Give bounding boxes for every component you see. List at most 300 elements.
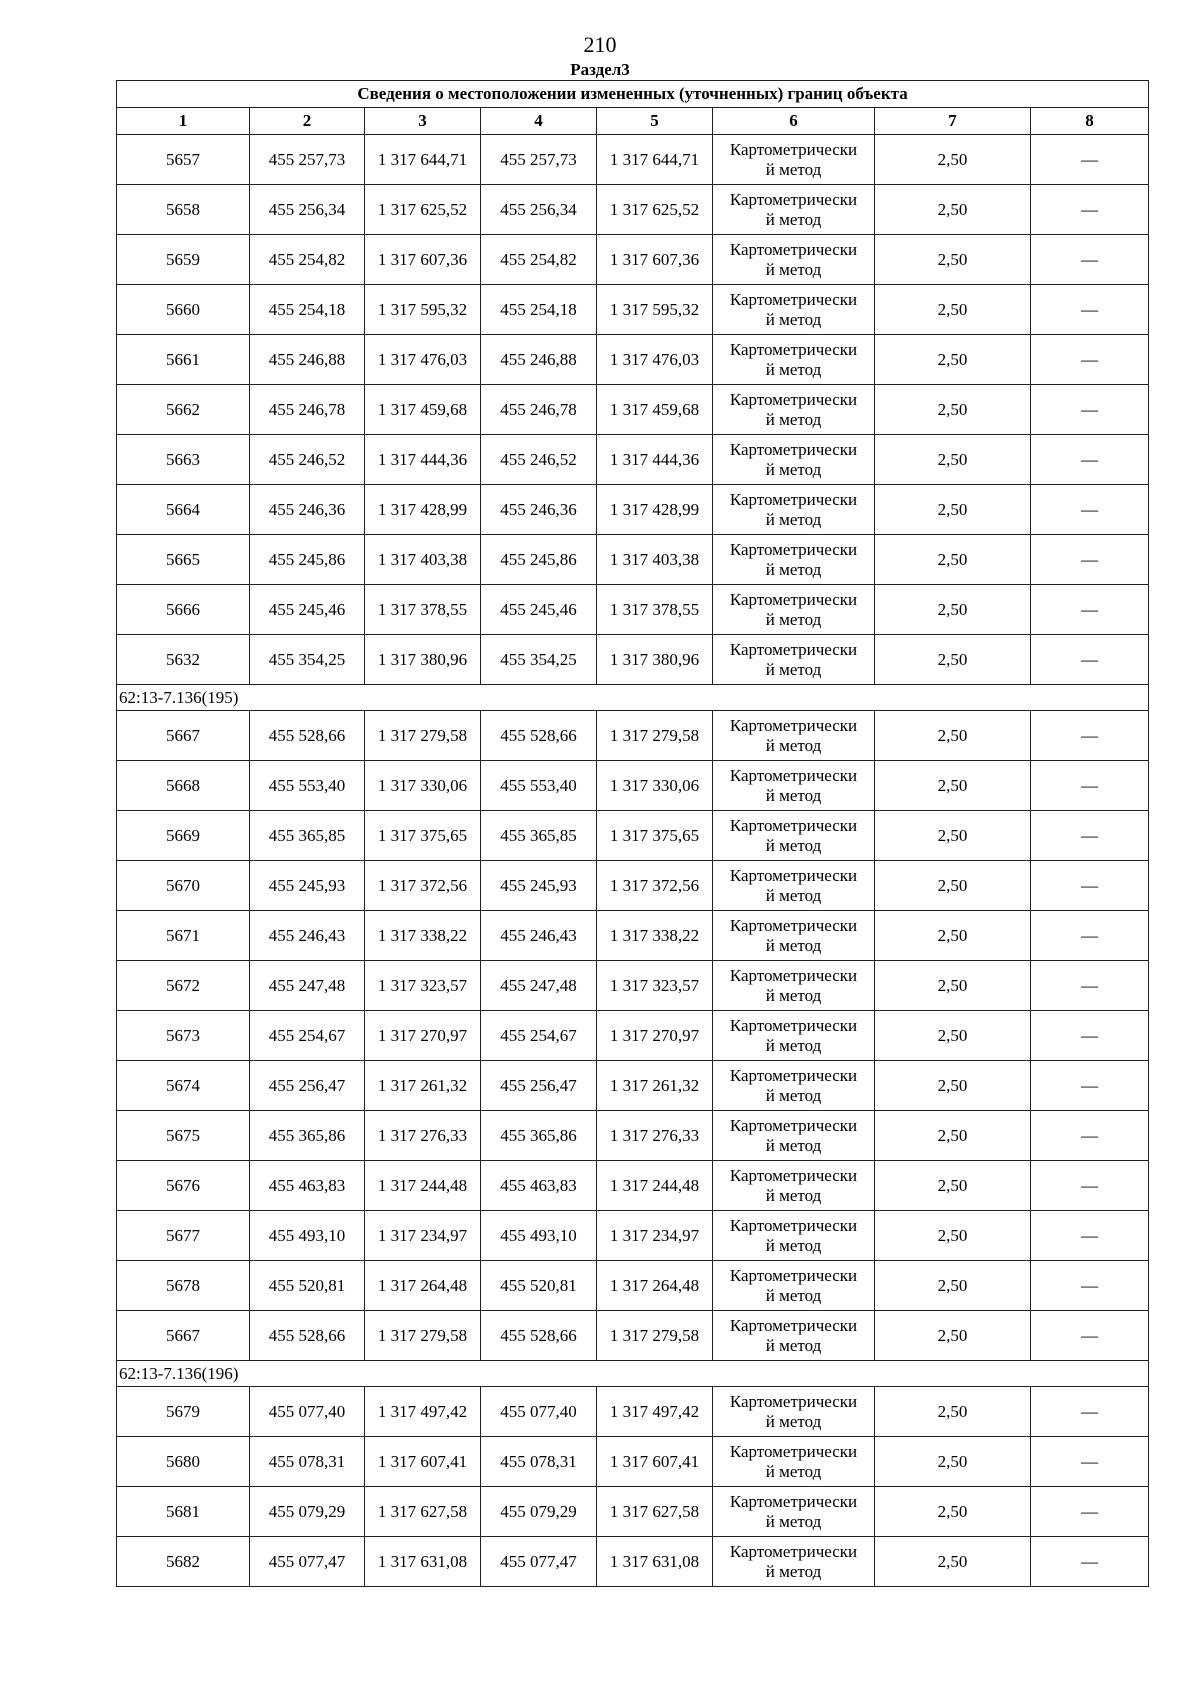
y-existing-cell: 1 317 625,52 bbox=[365, 185, 481, 235]
y-existing-cell: 1 317 338,22 bbox=[365, 911, 481, 961]
point-number-cell: 5662 bbox=[117, 385, 250, 435]
method-text-line1: Картометрически bbox=[729, 765, 858, 785]
method-cell bbox=[713, 235, 875, 285]
method-text-line2: й метод bbox=[765, 609, 822, 629]
point-number-cell: 5679 bbox=[117, 1387, 250, 1437]
method-cell bbox=[713, 635, 875, 685]
description-cell: — bbox=[1031, 635, 1149, 685]
method-text-line1: Картометрически bbox=[729, 289, 858, 309]
y-new-cell: 1 317 380,96 bbox=[597, 635, 713, 685]
description-cell: — bbox=[1031, 385, 1149, 435]
table-row bbox=[117, 711, 1149, 761]
point-number-cell: 5660 bbox=[117, 285, 250, 335]
method-text-line2: й метод bbox=[765, 1335, 822, 1355]
y-new-cell: 1 317 338,22 bbox=[597, 911, 713, 961]
y-existing-cell: 1 317 428,99 bbox=[365, 485, 481, 535]
y-new-cell: 1 317 459,68 bbox=[597, 385, 713, 435]
group-label: 62:13-7.136(196) bbox=[117, 1361, 1149, 1387]
point-number-cell: 5669 bbox=[117, 811, 250, 861]
table-row bbox=[117, 1437, 1149, 1487]
y-existing-cell: 1 317 244,48 bbox=[365, 1161, 481, 1211]
table-body bbox=[117, 135, 1149, 1587]
table-title: Сведения о местоположении измененных (уточненных) границ объекта bbox=[117, 81, 1149, 108]
method-text-line2: й метод bbox=[765, 1561, 822, 1581]
y-new-cell: 1 317 607,41 bbox=[597, 1437, 713, 1487]
precision-cell: 2,50 bbox=[875, 861, 1031, 911]
method-text-line2: й метод bbox=[765, 935, 822, 955]
y-existing-cell: 1 317 279,58 bbox=[365, 711, 481, 761]
method-cell bbox=[713, 861, 875, 911]
table-row bbox=[117, 385, 1149, 435]
precision-cell: 2,50 bbox=[875, 135, 1031, 185]
x-existing-cell: 455 246,36 bbox=[250, 485, 365, 535]
group-label: 62:13-7.136(195) bbox=[117, 685, 1149, 711]
point-number-cell: 5668 bbox=[117, 761, 250, 811]
x-existing-cell: 455 078,31 bbox=[250, 1437, 365, 1487]
description-cell: — bbox=[1031, 435, 1149, 485]
precision-cell: 2,50 bbox=[875, 1387, 1031, 1437]
y-existing-cell: 1 317 261,32 bbox=[365, 1061, 481, 1111]
method-cell bbox=[713, 135, 875, 185]
column-number-5: 5 bbox=[597, 108, 713, 135]
x-new-cell: 455 256,47 bbox=[481, 1061, 597, 1111]
method-text-line1: Картометрически bbox=[729, 189, 858, 209]
y-new-cell: 1 317 444,36 bbox=[597, 435, 713, 485]
method-cell bbox=[713, 911, 875, 961]
method-cell bbox=[713, 185, 875, 235]
method-cell bbox=[713, 1011, 875, 1061]
point-number-cell: 5672 bbox=[117, 961, 250, 1011]
x-existing-cell: 455 256,34 bbox=[250, 185, 365, 235]
method-text-line1: Картометрически bbox=[729, 1491, 858, 1511]
y-existing-cell: 1 317 380,96 bbox=[365, 635, 481, 685]
description-cell: — bbox=[1031, 485, 1149, 535]
y-existing-cell: 1 317 270,97 bbox=[365, 1011, 481, 1061]
point-number-cell: 5657 bbox=[117, 135, 250, 185]
precision-cell: 2,50 bbox=[875, 711, 1031, 761]
x-existing-cell: 455 254,18 bbox=[250, 285, 365, 335]
x-existing-cell: 455 354,25 bbox=[250, 635, 365, 685]
precision-cell: 2,50 bbox=[875, 235, 1031, 285]
method-text-line2: й метод bbox=[765, 1285, 822, 1305]
description-cell: — bbox=[1031, 185, 1149, 235]
precision-cell: 2,50 bbox=[875, 185, 1031, 235]
precision-cell: 2,50 bbox=[875, 961, 1031, 1011]
y-existing-cell: 1 317 644,71 bbox=[365, 135, 481, 185]
method-cell bbox=[713, 1537, 875, 1587]
y-new-cell: 1 317 264,48 bbox=[597, 1261, 713, 1311]
method-cell bbox=[713, 1487, 875, 1537]
precision-cell: 2,50 bbox=[875, 435, 1031, 485]
y-new-cell: 1 317 372,56 bbox=[597, 861, 713, 911]
method-text-line2: й метод bbox=[765, 1461, 822, 1481]
method-cell bbox=[713, 585, 875, 635]
precision-cell: 2,50 bbox=[875, 1311, 1031, 1361]
table-row bbox=[117, 1111, 1149, 1161]
table-row bbox=[117, 811, 1149, 861]
x-existing-cell: 455 254,67 bbox=[250, 1011, 365, 1061]
column-number-3: 3 bbox=[365, 108, 481, 135]
description-cell: — bbox=[1031, 285, 1149, 335]
table-row bbox=[117, 961, 1149, 1011]
y-new-cell: 1 317 270,97 bbox=[597, 1011, 713, 1061]
method-text-line1: Картометрически bbox=[729, 239, 858, 259]
method-text-line1: Картометрически bbox=[729, 1315, 858, 1335]
x-new-cell: 455 245,46 bbox=[481, 585, 597, 635]
method-cell bbox=[713, 335, 875, 385]
method-cell bbox=[713, 435, 875, 485]
method-text-line2: й метод bbox=[765, 259, 822, 279]
description-cell: — bbox=[1031, 1261, 1149, 1311]
method-cell bbox=[713, 485, 875, 535]
precision-cell: 2,50 bbox=[875, 585, 1031, 635]
description-cell: — bbox=[1031, 1061, 1149, 1111]
method-text-line1: Картометрически bbox=[729, 1265, 858, 1285]
method-cell bbox=[713, 811, 875, 861]
description-cell: — bbox=[1031, 1487, 1149, 1537]
column-number-row bbox=[117, 108, 1149, 135]
method-cell bbox=[713, 1437, 875, 1487]
x-new-cell: 455 463,83 bbox=[481, 1161, 597, 1211]
method-text-line1: Картометрически bbox=[729, 715, 858, 735]
method-cell bbox=[713, 285, 875, 335]
method-text-line2: й метод bbox=[765, 1085, 822, 1105]
method-text-line1: Картометрически bbox=[729, 639, 858, 659]
method-text-line2: й метод bbox=[765, 309, 822, 329]
description-cell: — bbox=[1031, 1437, 1149, 1487]
y-new-cell: 1 317 234,97 bbox=[597, 1211, 713, 1261]
table-row bbox=[117, 135, 1149, 185]
x-existing-cell: 455 463,83 bbox=[250, 1161, 365, 1211]
y-new-cell: 1 317 644,71 bbox=[597, 135, 713, 185]
description-cell: — bbox=[1031, 1387, 1149, 1437]
y-new-cell: 1 317 279,58 bbox=[597, 1311, 713, 1361]
method-text-line1: Картометрически bbox=[729, 539, 858, 559]
method-text-line2: й метод bbox=[765, 885, 822, 905]
method-text-line2: й метод bbox=[765, 985, 822, 1005]
method-text-line2: й метод bbox=[765, 409, 822, 429]
point-number-cell: 5671 bbox=[117, 911, 250, 961]
y-new-cell: 1 317 330,06 bbox=[597, 761, 713, 811]
description-cell: — bbox=[1031, 1211, 1149, 1261]
point-number-cell: 5667 bbox=[117, 1311, 250, 1361]
method-text-line2: й метод bbox=[765, 459, 822, 479]
y-existing-cell: 1 317 607,41 bbox=[365, 1437, 481, 1487]
point-number-cell: 5674 bbox=[117, 1061, 250, 1111]
precision-cell: 2,50 bbox=[875, 635, 1031, 685]
y-existing-cell: 1 317 459,68 bbox=[365, 385, 481, 435]
x-new-cell: 455 246,43 bbox=[481, 911, 597, 961]
table-row bbox=[117, 485, 1149, 535]
table-row bbox=[117, 635, 1149, 685]
x-existing-cell: 455 493,10 bbox=[250, 1211, 365, 1261]
x-existing-cell: 455 528,66 bbox=[250, 711, 365, 761]
x-new-cell: 455 254,18 bbox=[481, 285, 597, 335]
description-cell: — bbox=[1031, 1311, 1149, 1361]
y-existing-cell: 1 317 607,36 bbox=[365, 235, 481, 285]
method-cell bbox=[713, 1061, 875, 1111]
point-number-cell: 5658 bbox=[117, 185, 250, 235]
method-text-line1: Картометрически bbox=[729, 1391, 858, 1411]
x-new-cell: 455 493,10 bbox=[481, 1211, 597, 1261]
y-existing-cell: 1 317 403,38 bbox=[365, 535, 481, 585]
y-new-cell: 1 317 627,58 bbox=[597, 1487, 713, 1537]
method-cell bbox=[713, 1161, 875, 1211]
table-row bbox=[117, 1487, 1149, 1537]
method-text-line1: Картометрически bbox=[729, 489, 858, 509]
description-cell: — bbox=[1031, 761, 1149, 811]
description-cell: — bbox=[1031, 1011, 1149, 1061]
column-number-6: 6 bbox=[713, 108, 875, 135]
method-text-line1: Картометрически bbox=[729, 1065, 858, 1085]
column-number-2: 2 bbox=[250, 108, 365, 135]
description-cell: — bbox=[1031, 535, 1149, 585]
precision-cell: 2,50 bbox=[875, 1161, 1031, 1211]
coordinates-table bbox=[116, 80, 1149, 1587]
method-text-line2: й метод bbox=[765, 209, 822, 229]
description-cell: — bbox=[1031, 1537, 1149, 1587]
point-number-cell: 5632 bbox=[117, 635, 250, 685]
method-text-line2: й метод bbox=[765, 509, 822, 529]
precision-cell: 2,50 bbox=[875, 1537, 1031, 1587]
x-existing-cell: 455 365,85 bbox=[250, 811, 365, 861]
point-number-cell: 5666 bbox=[117, 585, 250, 635]
method-text-line1: Картометрически bbox=[729, 965, 858, 985]
point-number-cell: 5661 bbox=[117, 335, 250, 385]
description-cell: — bbox=[1031, 911, 1149, 961]
method-cell bbox=[713, 535, 875, 585]
description-cell: — bbox=[1031, 135, 1149, 185]
point-number-cell: 5673 bbox=[117, 1011, 250, 1061]
description-cell: — bbox=[1031, 1161, 1149, 1211]
method-text-line2: й метод bbox=[765, 785, 822, 805]
y-existing-cell: 1 317 497,42 bbox=[365, 1387, 481, 1437]
x-new-cell: 455 553,40 bbox=[481, 761, 597, 811]
x-existing-cell: 455 257,73 bbox=[250, 135, 365, 185]
y-new-cell: 1 317 428,99 bbox=[597, 485, 713, 535]
x-new-cell: 455 077,40 bbox=[481, 1387, 597, 1437]
method-text-line2: й метод bbox=[765, 1235, 822, 1255]
method-cell bbox=[713, 1311, 875, 1361]
point-number-cell: 5678 bbox=[117, 1261, 250, 1311]
table-row bbox=[117, 1387, 1149, 1437]
method-text-line2: й метод bbox=[765, 359, 822, 379]
x-existing-cell: 455 245,93 bbox=[250, 861, 365, 911]
description-cell: — bbox=[1031, 335, 1149, 385]
y-existing-cell: 1 317 264,48 bbox=[365, 1261, 481, 1311]
table-row bbox=[117, 761, 1149, 811]
table-row bbox=[117, 1061, 1149, 1111]
x-new-cell: 455 528,66 bbox=[481, 1311, 597, 1361]
table-row bbox=[117, 1261, 1149, 1311]
method-cell bbox=[713, 961, 875, 1011]
method-cell bbox=[713, 1211, 875, 1261]
method-text-line1: Картометрически bbox=[729, 1215, 858, 1235]
precision-cell: 2,50 bbox=[875, 385, 1031, 435]
x-existing-cell: 455 246,52 bbox=[250, 435, 365, 485]
point-number-cell: 5681 bbox=[117, 1487, 250, 1537]
method-cell bbox=[713, 761, 875, 811]
x-existing-cell: 455 077,40 bbox=[250, 1387, 365, 1437]
x-existing-cell: 455 245,86 bbox=[250, 535, 365, 585]
precision-cell: 2,50 bbox=[875, 1211, 1031, 1261]
description-cell: — bbox=[1031, 861, 1149, 911]
table-row bbox=[117, 1211, 1149, 1261]
method-text-line1: Картометрически bbox=[729, 1115, 858, 1135]
point-number-cell: 5677 bbox=[117, 1211, 250, 1261]
x-new-cell: 455 528,66 bbox=[481, 711, 597, 761]
table-row bbox=[117, 285, 1149, 335]
precision-cell: 2,50 bbox=[875, 761, 1031, 811]
x-new-cell: 455 245,93 bbox=[481, 861, 597, 911]
x-existing-cell: 455 553,40 bbox=[250, 761, 365, 811]
y-new-cell: 1 317 323,57 bbox=[597, 961, 713, 1011]
y-existing-cell: 1 317 627,58 bbox=[365, 1487, 481, 1537]
precision-cell: 2,50 bbox=[875, 911, 1031, 961]
precision-cell: 2,50 bbox=[875, 1261, 1031, 1311]
x-new-cell: 455 246,36 bbox=[481, 485, 597, 535]
column-number-4: 4 bbox=[481, 108, 597, 135]
point-number-cell: 5670 bbox=[117, 861, 250, 911]
description-cell: — bbox=[1031, 961, 1149, 1011]
y-existing-cell: 1 317 476,03 bbox=[365, 335, 481, 385]
column-number-1: 1 bbox=[117, 108, 250, 135]
method-text-line1: Картометрически bbox=[729, 865, 858, 885]
method-text-line1: Картометрически bbox=[729, 339, 858, 359]
description-cell: — bbox=[1031, 1111, 1149, 1161]
x-new-cell: 455 245,86 bbox=[481, 535, 597, 585]
y-new-cell: 1 317 625,52 bbox=[597, 185, 713, 235]
y-new-cell: 1 317 607,36 bbox=[597, 235, 713, 285]
method-text-line1: Картометрически bbox=[729, 1441, 858, 1461]
y-new-cell: 1 317 476,03 bbox=[597, 335, 713, 385]
description-cell: — bbox=[1031, 811, 1149, 861]
x-existing-cell: 455 528,66 bbox=[250, 1311, 365, 1361]
method-text-line2: й метод bbox=[765, 1185, 822, 1205]
y-new-cell: 1 317 595,32 bbox=[597, 285, 713, 335]
method-text-line1: Картометрически bbox=[729, 915, 858, 935]
point-number-cell: 5667 bbox=[117, 711, 250, 761]
table-row bbox=[117, 435, 1149, 485]
x-new-cell: 455 246,78 bbox=[481, 385, 597, 435]
precision-cell: 2,50 bbox=[875, 1111, 1031, 1161]
x-existing-cell: 455 246,43 bbox=[250, 911, 365, 961]
method-text-line2: й метод bbox=[765, 1135, 822, 1155]
method-text-line1: Картометрически bbox=[729, 389, 858, 409]
y-existing-cell: 1 317 631,08 bbox=[365, 1537, 481, 1587]
y-new-cell: 1 317 378,55 bbox=[597, 585, 713, 635]
method-text-line2: й метод bbox=[765, 159, 822, 179]
y-new-cell: 1 317 375,65 bbox=[597, 811, 713, 861]
x-new-cell: 455 256,34 bbox=[481, 185, 597, 235]
method-text-line2: й метод bbox=[765, 559, 822, 579]
page-number: 210 bbox=[583, 32, 617, 57]
table-row bbox=[117, 585, 1149, 635]
precision-cell: 2,50 bbox=[875, 1011, 1031, 1061]
y-new-cell: 1 317 276,33 bbox=[597, 1111, 713, 1161]
method-cell bbox=[713, 711, 875, 761]
group-row bbox=[117, 1361, 1149, 1387]
x-existing-cell: 455 247,48 bbox=[250, 961, 365, 1011]
y-existing-cell: 1 317 372,56 bbox=[365, 861, 481, 911]
method-text-line1: Картометрически bbox=[729, 139, 858, 159]
y-existing-cell: 1 317 330,06 bbox=[365, 761, 481, 811]
precision-cell: 2,50 bbox=[875, 535, 1031, 585]
y-existing-cell: 1 317 279,58 bbox=[365, 1311, 481, 1361]
x-existing-cell: 455 365,86 bbox=[250, 1111, 365, 1161]
y-existing-cell: 1 317 375,65 bbox=[365, 811, 481, 861]
y-existing-cell: 1 317 276,33 bbox=[365, 1111, 481, 1161]
table-row bbox=[117, 535, 1149, 585]
precision-cell: 2,50 bbox=[875, 1061, 1031, 1111]
method-cell bbox=[713, 1261, 875, 1311]
point-number-cell: 5665 bbox=[117, 535, 250, 585]
method-text-line1: Картометрически bbox=[729, 1165, 858, 1185]
point-number-cell: 5682 bbox=[117, 1537, 250, 1587]
y-new-cell: 1 317 631,08 bbox=[597, 1537, 713, 1587]
precision-cell: 2,50 bbox=[875, 811, 1031, 861]
y-existing-cell: 1 317 595,32 bbox=[365, 285, 481, 335]
table-row bbox=[117, 911, 1149, 961]
y-existing-cell: 1 317 234,97 bbox=[365, 1211, 481, 1261]
method-text-line2: й метод bbox=[765, 1411, 822, 1431]
method-text-line1: Картометрически bbox=[729, 589, 858, 609]
y-existing-cell: 1 317 323,57 bbox=[365, 961, 481, 1011]
method-text-line1: Картометрически bbox=[729, 815, 858, 835]
point-number-cell: 5659 bbox=[117, 235, 250, 285]
method-text-line2: й метод bbox=[765, 1035, 822, 1055]
table-row bbox=[117, 1161, 1149, 1211]
x-existing-cell: 455 246,88 bbox=[250, 335, 365, 385]
description-cell: — bbox=[1031, 235, 1149, 285]
method-text-line1: Картометрически bbox=[729, 439, 858, 459]
y-existing-cell: 1 317 444,36 bbox=[365, 435, 481, 485]
x-new-cell: 455 354,25 bbox=[481, 635, 597, 685]
table-row bbox=[117, 1311, 1149, 1361]
precision-cell: 2,50 bbox=[875, 1437, 1031, 1487]
x-new-cell: 455 077,47 bbox=[481, 1537, 597, 1587]
group-row bbox=[117, 685, 1149, 711]
method-text-line1: Картометрически bbox=[729, 1015, 858, 1035]
y-new-cell: 1 317 261,32 bbox=[597, 1061, 713, 1111]
description-cell: — bbox=[1031, 711, 1149, 761]
method-text-line2: й метод bbox=[765, 835, 822, 855]
x-new-cell: 455 078,31 bbox=[481, 1437, 597, 1487]
y-new-cell: 1 317 279,58 bbox=[597, 711, 713, 761]
section-title: Раздел3 bbox=[570, 60, 630, 79]
point-number-cell: 5664 bbox=[117, 485, 250, 535]
method-text-line1: Картометрически bbox=[729, 1541, 858, 1561]
x-existing-cell: 455 245,46 bbox=[250, 585, 365, 635]
x-new-cell: 455 254,67 bbox=[481, 1011, 597, 1061]
method-cell bbox=[713, 385, 875, 435]
point-number-cell: 5663 bbox=[117, 435, 250, 485]
x-new-cell: 455 079,29 bbox=[481, 1487, 597, 1537]
method-cell bbox=[713, 1387, 875, 1437]
table-row bbox=[117, 1011, 1149, 1061]
y-new-cell: 1 317 497,42 bbox=[597, 1387, 713, 1437]
precision-cell: 2,50 bbox=[875, 485, 1031, 535]
y-new-cell: 1 317 244,48 bbox=[597, 1161, 713, 1211]
x-new-cell: 455 247,48 bbox=[481, 961, 597, 1011]
point-number-cell: 5680 bbox=[117, 1437, 250, 1487]
x-existing-cell: 455 256,47 bbox=[250, 1061, 365, 1111]
precision-cell: 2,50 bbox=[875, 285, 1031, 335]
y-new-cell: 1 317 403,38 bbox=[597, 535, 713, 585]
column-number-8: 8 bbox=[1031, 108, 1149, 135]
x-existing-cell: 455 077,47 bbox=[250, 1537, 365, 1587]
x-new-cell: 455 520,81 bbox=[481, 1261, 597, 1311]
